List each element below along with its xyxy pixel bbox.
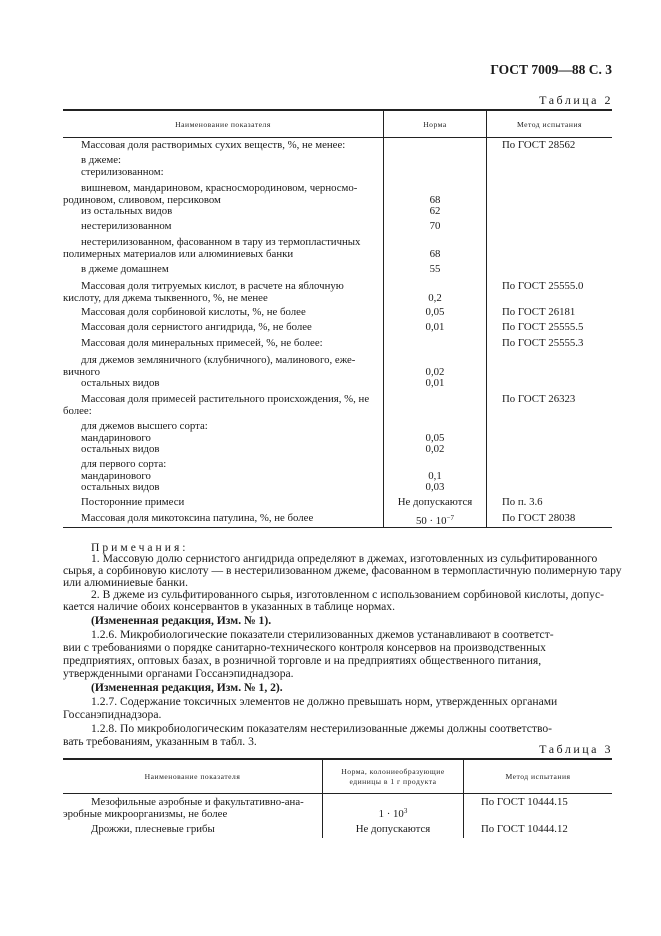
table-2-row-7-label-2: кислоту, для джема тыквенного, %, не менее (63, 291, 268, 304)
note-1-line-1: 1. Массовую долю сернистого ангидрида определяют в джемах, изготовленных из сульфитированного (91, 552, 598, 565)
table-2-row-11-label-3: остальных видов (81, 377, 160, 389)
table-2-row-12-label-1: Массовая доля примесей растительного происхождения, %, не (81, 393, 370, 405)
table-2-row-15-norm-1: Не допускаются (397, 496, 473, 508)
note-2-line-2: кается наличие обоих консервантов в указанных в таблице нормах. (63, 600, 395, 613)
table-2-row-14-label-3: остальных видов (81, 481, 160, 493)
table-2-col-method-header: Метод испытания (516, 120, 583, 129)
table-2-row-13-label-3: остальных видов (81, 443, 160, 455)
para-1-2-6-line-1: 1.2.6. Микробиологические показатели стерилизованных джемов устанавливают в соответст- (91, 628, 554, 641)
table-3-row-1-label-1: Мезофильные аэробные и факультативно-ана- (91, 796, 304, 808)
table-2-row-9-label-1: Массовая доля сернистого ангидрида, %, не более (81, 321, 312, 333)
table-3-header-border (63, 793, 612, 794)
table-2-row-16-method: По ГОСТ 28038 (502, 512, 576, 524)
para-1-2-6-line-3: предприятиях, оптовых базах, в розничной торговле и на предприятиях общественного питания, (63, 654, 542, 667)
table-2-row-5-label-2: полимерных материалов или алюминиевых банки (63, 247, 294, 260)
table-3-col-name-header: Наименование показателя (144, 772, 241, 781)
table-2-row-13-norm-2: 0,05 (425, 431, 445, 444)
table-2-row-9-norm-1: 0,01 (425, 321, 445, 333)
table-2-row-16-label-1: Массовая доля микотоксина патулина, %, не более (81, 512, 314, 524)
table-2-row-16-norm (384, 513, 486, 528)
table-2-row-3-label-3: из остальных видов (81, 205, 173, 217)
table-3-col-method-header: Метод испытания (505, 772, 571, 781)
table-2-row-1-label-1: Массовая доля растворимых сухих веществ, %, не менее: (81, 139, 346, 151)
table-2-row-8-norm-1: 0,05 (425, 306, 445, 318)
page-header: ГОСТ 7009—88 С. 3 (490, 62, 612, 77)
table-2-row-12-method: По ГОСТ 26323 (502, 393, 576, 405)
table-2-row-13-label-2: мандаринового (81, 431, 151, 444)
table-2-row-10-label-1: Массовая доля минеральных примесей, %, не более: (81, 337, 323, 349)
table-2-row-8-method: По ГОСТ 26181 (502, 306, 576, 318)
table-2-row-3-norm-2: 68 (429, 193, 441, 206)
table-2-row-9-method: По ГОСТ 25555.5 (502, 321, 584, 333)
table-3-row-1-norm: $1 \cdot 10^3$ (378, 807, 408, 820)
table-2-row-14-norm-3: 0,03 (425, 481, 445, 493)
table-3-col-norm-header-1: Норма, колониеобразующие (341, 767, 445, 776)
table-2-row-3-label-1: вишневом, мандариновом, красносмородиновом, черносмо- (81, 182, 358, 194)
para-1-2-6-line-2: вии с требованиями о порядке санитарно-технического контроля консервов на производственных (63, 641, 546, 654)
table-2-row-3-label-2: родиновом, сливовом, персиковом (63, 193, 221, 206)
table-2-row-4-label-1: нестерилизованном (81, 220, 172, 232)
table-2-row-11-norm-3: 0,01 (425, 377, 445, 389)
table-3-row-2-method: По ГОСТ 10444.12 (481, 823, 568, 835)
table-3-col-divider-2 (463, 758, 464, 838)
table-2-row-11-label-1: для джемов земляничного (клубничного), малинового, еже- (81, 354, 356, 366)
table-2-row-6-label-1: в джеме домашнем (81, 263, 169, 275)
table-2-row-4-norm-1: 70 (429, 220, 441, 232)
note-2-line-1: 2. В джеме из сульфитированного сырья, изготовленном с использованием сорбиновой кислоты, допус- (91, 588, 604, 601)
table-2-row-16-norm-base: 50 · 10 (415, 515, 447, 527)
table-2-bottom-border (63, 527, 612, 528)
table-3-top-border (63, 758, 612, 760)
table-2-col-norm-header: Норма (423, 120, 447, 129)
para-1-2-6-line-4: утвержденными органами Госсанэпиднадзора. (63, 667, 294, 680)
para-1-2-8-line-2: вать требованиям, указанным в табл. 3. (63, 735, 257, 748)
table-2-row-7-norm-2: 0,2 (428, 291, 442, 304)
table-2-col-divider-1 (383, 109, 384, 528)
table-2-row-2-label-2: стерилизованном: (81, 165, 164, 178)
table-2-row-1-method: По ГОСТ 28562 (502, 139, 576, 151)
table-3-row-1-method: По ГОСТ 10444.15 (481, 796, 568, 808)
para-1-2-7-line-2: Госсанэпиднадзора. (63, 708, 162, 721)
table-2-row-12-label-2: более: (63, 404, 92, 417)
para-1-2-7-line-1: 1.2.7. Содержание токсичных элементов не должно превышать норм, утвержденных органами (91, 695, 558, 708)
amendment-note-1: (Измененная редакция, Изм. № 1). (91, 614, 272, 627)
table-2-row-14-norm-2: 0,1 (428, 469, 442, 482)
note-1-line-2: сырья, а сорбиновую кислоту — в нестерилизованном джеме, фасованном в термопластичную полимерную тару (63, 564, 622, 577)
table-2-caption: Таблица 2 (539, 93, 613, 107)
table-2-top-border (63, 109, 612, 111)
table-3-caption: Таблица 3 (539, 742, 613, 756)
table-2-row-14-label-1: для первого сорта: (81, 458, 167, 470)
table-2-row-8-label-1: Массовая доля сорбиновой кислоты, %, не более (81, 306, 306, 318)
table-2-row-7-method: По ГОСТ 25555.0 (502, 280, 584, 292)
table-2-col-name-header: Наименование показателя (175, 120, 271, 129)
table-2-row-5-label-1: нестерилизованном, фасованном в тару из термопластичных (81, 236, 361, 248)
table-3-col-norm-header-2: единицы в 1 г продукта (349, 777, 437, 786)
table-2-row-2-label-1: в джеме: (81, 154, 122, 166)
table-3-row-1-label-2: эробные микроорганизмы, не более (63, 808, 228, 820)
table-2-header-border (63, 137, 612, 138)
table-2-row-11-label-2: вичного (63, 365, 101, 378)
table-2-row-13-norm-3: 0,02 (425, 443, 445, 455)
table-2-col-divider-2 (486, 109, 487, 528)
table-2-row-15-method: По п. 3.6 (502, 496, 543, 508)
table-2-row-13-label-1: для джемов высшего сорта: (81, 420, 208, 432)
table-2-row-6-norm-1: 55 (429, 263, 441, 275)
note-1-line-3: или алюминиевые банки. (63, 576, 189, 589)
table-3-row-2-norm: Не допускаются (355, 823, 431, 835)
table-2-row-15-label-1: Посторонние примеси (81, 496, 185, 508)
table-3-row-2-label: Дрожжи, плесневые грибы (91, 823, 215, 835)
amendment-note-2: (Измененная редакция, Изм. № 1, 2). (91, 681, 283, 694)
table-2-row-10-method: По ГОСТ 25555.3 (502, 337, 584, 349)
notes-title: Примечания: (91, 541, 189, 554)
table-2-row-11-norm-2: 0,02 (425, 365, 445, 378)
table-2-row-5-norm-2: 68 (429, 247, 441, 260)
table-2-row-3-norm-3: 62 (429, 205, 441, 217)
table-2-row-7-label-1: Массовая доля титруемых кислот, в расчете на яблочную (81, 280, 344, 292)
table-2-row-14-label-2: мандаринового (81, 469, 151, 482)
table-2-row-16-norm-exponent: −7 (446, 514, 455, 522)
para-1-2-8-line-1: 1.2.8. По микробиологическим показателям нестерилизованные джемы должны соответство- (91, 722, 553, 735)
